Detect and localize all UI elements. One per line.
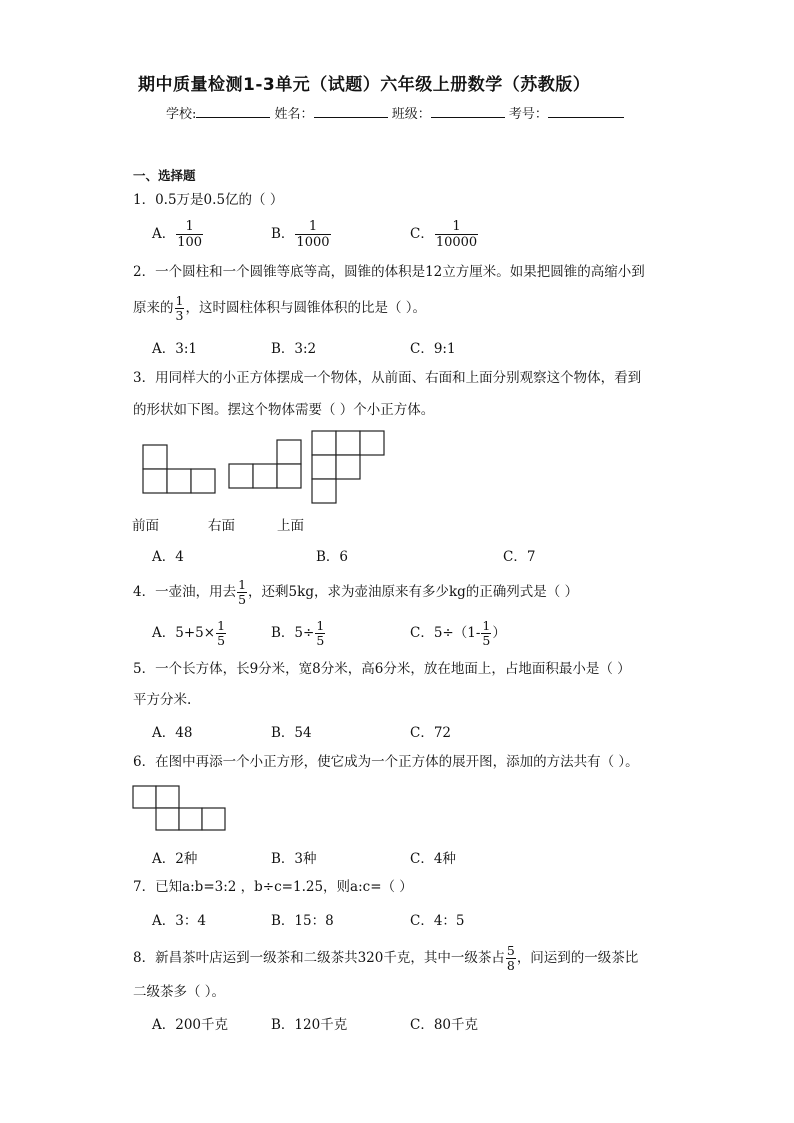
question-2-line-1: 2．一个圆柱和一个圆锥等底等高，圆锥的体积是12立方厘米。如果把圆锥的高缩小到 <box>133 264 645 280</box>
question-2-line-2 <box>133 294 426 323</box>
question-1-option-c[interactable] <box>410 219 479 250</box>
top-view-shape <box>312 431 384 503</box>
question-3-option-a[interactable]: A．4 <box>152 549 184 565</box>
question-7-option-b[interactable]: B．15：8 <box>271 913 334 929</box>
question-2-option-b[interactable]: B．3:2 <box>271 341 317 357</box>
question-8-option-c[interactable]: C．80千克 <box>410 1017 479 1033</box>
option-b-label: B． <box>271 226 295 242</box>
question-2-option-c[interactable]: C．9:1 <box>410 341 456 357</box>
text: B．5÷ <box>271 625 315 641</box>
text: A．5+5× <box>152 625 216 641</box>
question-8-option-a[interactable]: A．200千克 <box>152 1017 229 1033</box>
name-label: 姓名： <box>274 107 314 122</box>
class-blank[interactable] <box>431 105 505 118</box>
question-8-option-b[interactable]: B．120千克 <box>271 1017 348 1033</box>
class-label: 班级： <box>391 107 431 122</box>
question-5-option-b[interactable]: B．54 <box>271 725 312 741</box>
question-4-option-a[interactable] <box>152 619 227 648</box>
text: C．5÷（1- <box>410 625 481 641</box>
front-view-shape <box>143 445 215 493</box>
fraction: $\frac{1}{100}$ <box>177 219 203 250</box>
text: ，这时圆柱体积与圆锥体积的比是（ ）。 <box>185 300 426 316</box>
question-1-text: 1．0.5万是0.5亿的（ ） <box>133 192 284 208</box>
question-3-option-b[interactable]: B．6 <box>316 549 349 565</box>
fraction: $\frac{1}{5}$ <box>316 618 325 648</box>
section-title: 一、选择题 <box>133 168 196 183</box>
question-8-line-2: 二级茶多（ ）。 <box>133 984 226 1000</box>
front-view-label: 前面 <box>132 518 159 534</box>
fraction: $\frac{1}{5}$ <box>217 618 226 648</box>
three-views-figure <box>130 426 390 508</box>
question-1-option-a[interactable] <box>152 219 204 250</box>
question-8-line-1 <box>133 944 638 973</box>
right-view-label: 右面 <box>208 518 235 534</box>
text: 4．一壶油，用去 <box>133 584 237 600</box>
question-7-option-a[interactable]: A．3：4 <box>152 913 206 929</box>
question-5-option-a[interactable]: A．48 <box>152 725 193 741</box>
name-blank[interactable] <box>314 105 388 118</box>
fraction: $\frac{1}{10000}$ <box>435 219 478 250</box>
question-3-line-1: 3．用同样大的小正方体摆成一个物体，从前面、右面和上面分别观察这个物体，看到 <box>133 370 642 386</box>
question-3-option-c[interactable]: C．7 <box>503 549 536 565</box>
text: 8．新昌茶叶店运到一级茶和二级茶共320千克，其中一级茶占 <box>133 950 505 966</box>
question-2-option-a[interactable]: A．3:1 <box>152 341 197 357</box>
fraction: $\frac{1}{5}$ <box>238 577 247 607</box>
top-view-label: 上面 <box>277 518 304 534</box>
question-1-option-b[interactable] <box>271 219 332 250</box>
cube-net-figure <box>130 784 230 836</box>
question-5-option-c[interactable]: C．72 <box>410 725 452 741</box>
school-blank[interactable] <box>196 105 270 118</box>
option-c-label: C． <box>410 226 434 242</box>
fraction: $\frac{1}{1000}$ <box>296 219 330 250</box>
question-4-text <box>133 578 578 607</box>
question-7-option-c[interactable]: C．4：5 <box>410 913 465 929</box>
question-6-option-c[interactable]: C．4种 <box>410 851 456 867</box>
option-a-label: A． <box>152 226 176 242</box>
text: ，还剩5kg，求为壶油原来有多少kg的正确列式是（ ） <box>248 584 579 600</box>
cube-net-shape <box>133 786 225 830</box>
text: ） <box>492 625 506 641</box>
exam-no-blank[interactable] <box>548 105 624 118</box>
question-6-option-b[interactable]: B．3种 <box>271 851 317 867</box>
right-view-shape <box>229 440 301 488</box>
text: ，问运到的一级茶比 <box>516 950 639 966</box>
fraction: $\frac{1}{3}$ <box>175 293 184 323</box>
page-title: 期中质量检测1-3单元（试题）六年级上册数学（苏教版） <box>138 75 591 95</box>
text: 原来的 <box>133 300 174 316</box>
question-6-option-a[interactable]: A．2种 <box>152 851 198 867</box>
school-label: 学校: <box>166 107 197 122</box>
question-7-text: 7．已知a:b=3:2 ，b÷c=1.25，则a:c=（ ） <box>133 879 413 895</box>
fraction: $\frac{5}{8}$ <box>506 943 515 973</box>
question-4-option-b[interactable] <box>271 619 326 648</box>
exam-no-label: 考号： <box>508 107 548 122</box>
question-5-line-2: 平方分米. <box>133 692 192 708</box>
question-5-line-1: 5．一个长方体，长9分米，宽8分米，高6分米，放在地面上，占地面积最小是（ ） <box>133 661 631 677</box>
question-3-line-2: 的形状如下图。摆这个物体需要（ ）个小正方体。 <box>133 402 435 418</box>
fraction: $\frac{1}{5}$ <box>482 618 491 648</box>
question-4-option-c[interactable] <box>410 619 506 648</box>
student-info-line <box>166 103 624 122</box>
question-6-text: 6．在图中再添一个小正方形，使它成为一个正方体的展开图，添加的方法共有（ ）。 <box>133 754 639 770</box>
